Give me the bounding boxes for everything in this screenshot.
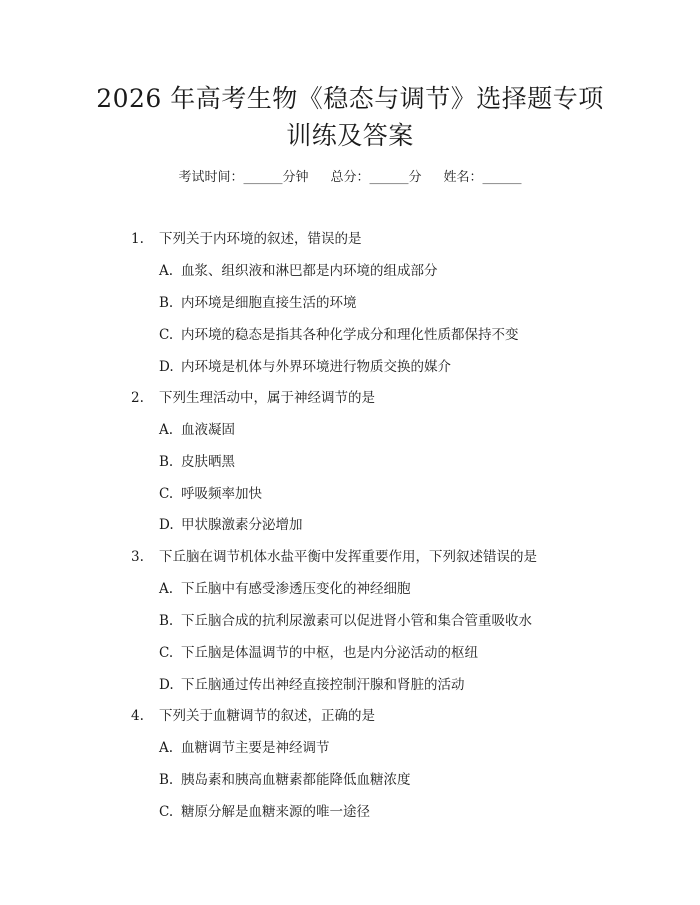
option <box>159 516 303 534</box>
option-letter: B. <box>159 613 174 629</box>
question-4 <box>131 707 375 725</box>
option-letter: C. <box>159 804 174 820</box>
option <box>159 485 262 503</box>
option-text: 内环境是细胞直接生活的环境 <box>181 295 357 311</box>
exam-info-line <box>0 169 700 187</box>
option-text: 胰岛素和胰高血糖素都能降低血糖浓度 <box>181 772 411 788</box>
question-number: 4. <box>131 708 144 724</box>
option <box>159 262 438 280</box>
option <box>159 326 519 344</box>
option <box>159 612 532 630</box>
question-stem: 下列关于内环境的叙述，错误的是 <box>159 231 362 247</box>
question-stem: 下列生理活动中，属于神经调节的是 <box>159 390 375 406</box>
option-text: 血液凝固 <box>181 422 235 438</box>
option-text: 皮肤晒黑 <box>181 454 235 470</box>
option-text: 下丘脑合成的抗利尿激素可以促进肾小管和集合管重吸收水 <box>181 613 532 629</box>
option <box>159 580 411 598</box>
option-text: 甲状腺激素分泌增加 <box>181 517 303 533</box>
question-number: 2. <box>131 390 144 406</box>
option <box>159 294 357 312</box>
option-letter: B. <box>159 454 174 470</box>
option-text: 糖原分解是血糖来源的唯一途径 <box>181 804 370 820</box>
document-title-line-1: 2026 年高考生物《稳态与调节》选择题专项 <box>96 84 604 113</box>
question-number: 1. <box>131 231 144 247</box>
option <box>159 421 235 439</box>
option-text: 血糖调节主要是神经调节 <box>181 740 330 756</box>
exam-time: 考试时间：______分钟 <box>178 170 309 185</box>
option-letter: A. <box>159 740 174 756</box>
total-score: 总分：______分 <box>330 170 422 185</box>
question-number: 3. <box>131 549 144 565</box>
option-text: 血浆、组织液和淋巴都是内环境的组成部分 <box>181 263 438 279</box>
option <box>159 676 465 694</box>
option-text: 内环境是机体与外界环境进行物质交换的媒介 <box>181 359 451 375</box>
option-text: 呼吸频率加快 <box>181 486 262 502</box>
option-letter: B. <box>159 295 174 311</box>
student-name: 姓名：______ <box>443 170 522 185</box>
document-title-line-2: 训练及答案 <box>286 121 414 150</box>
option-letter: D. <box>159 677 174 693</box>
option-letter: C. <box>159 486 174 502</box>
option-letter: A. <box>159 422 174 438</box>
option-letter: C. <box>159 327 174 343</box>
question-stem: 下丘脑在调节机体水盐平衡中发挥重要作用，下列叙述错误的是 <box>159 549 537 565</box>
question-stem: 下列关于血糖调节的叙述，正确的是 <box>159 708 375 724</box>
question-1 <box>131 230 362 248</box>
option-text: 下丘脑是体温调节的中枢，也是内分泌活动的枢纽 <box>181 645 478 661</box>
option-text: 内环境的稳态是指其各种化学成分和理化性质都保持不变 <box>181 327 519 343</box>
option-letter: A. <box>159 581 174 597</box>
option <box>159 771 411 789</box>
option-letter: C. <box>159 645 174 661</box>
option-letter: A. <box>159 263 174 279</box>
option <box>159 453 235 471</box>
option <box>159 803 370 821</box>
option-letter: D. <box>159 359 174 375</box>
question-3 <box>131 548 537 566</box>
option <box>159 644 478 662</box>
option <box>159 358 451 376</box>
option-letter: B. <box>159 772 174 788</box>
question-2 <box>131 389 375 407</box>
option-text: 下丘脑中有感受渗透压变化的神经细胞 <box>181 581 411 597</box>
option <box>159 739 330 757</box>
option-letter: D. <box>159 517 174 533</box>
option-text: 下丘脑通过传出神经直接控制汗腺和肾脏的活动 <box>181 677 465 693</box>
